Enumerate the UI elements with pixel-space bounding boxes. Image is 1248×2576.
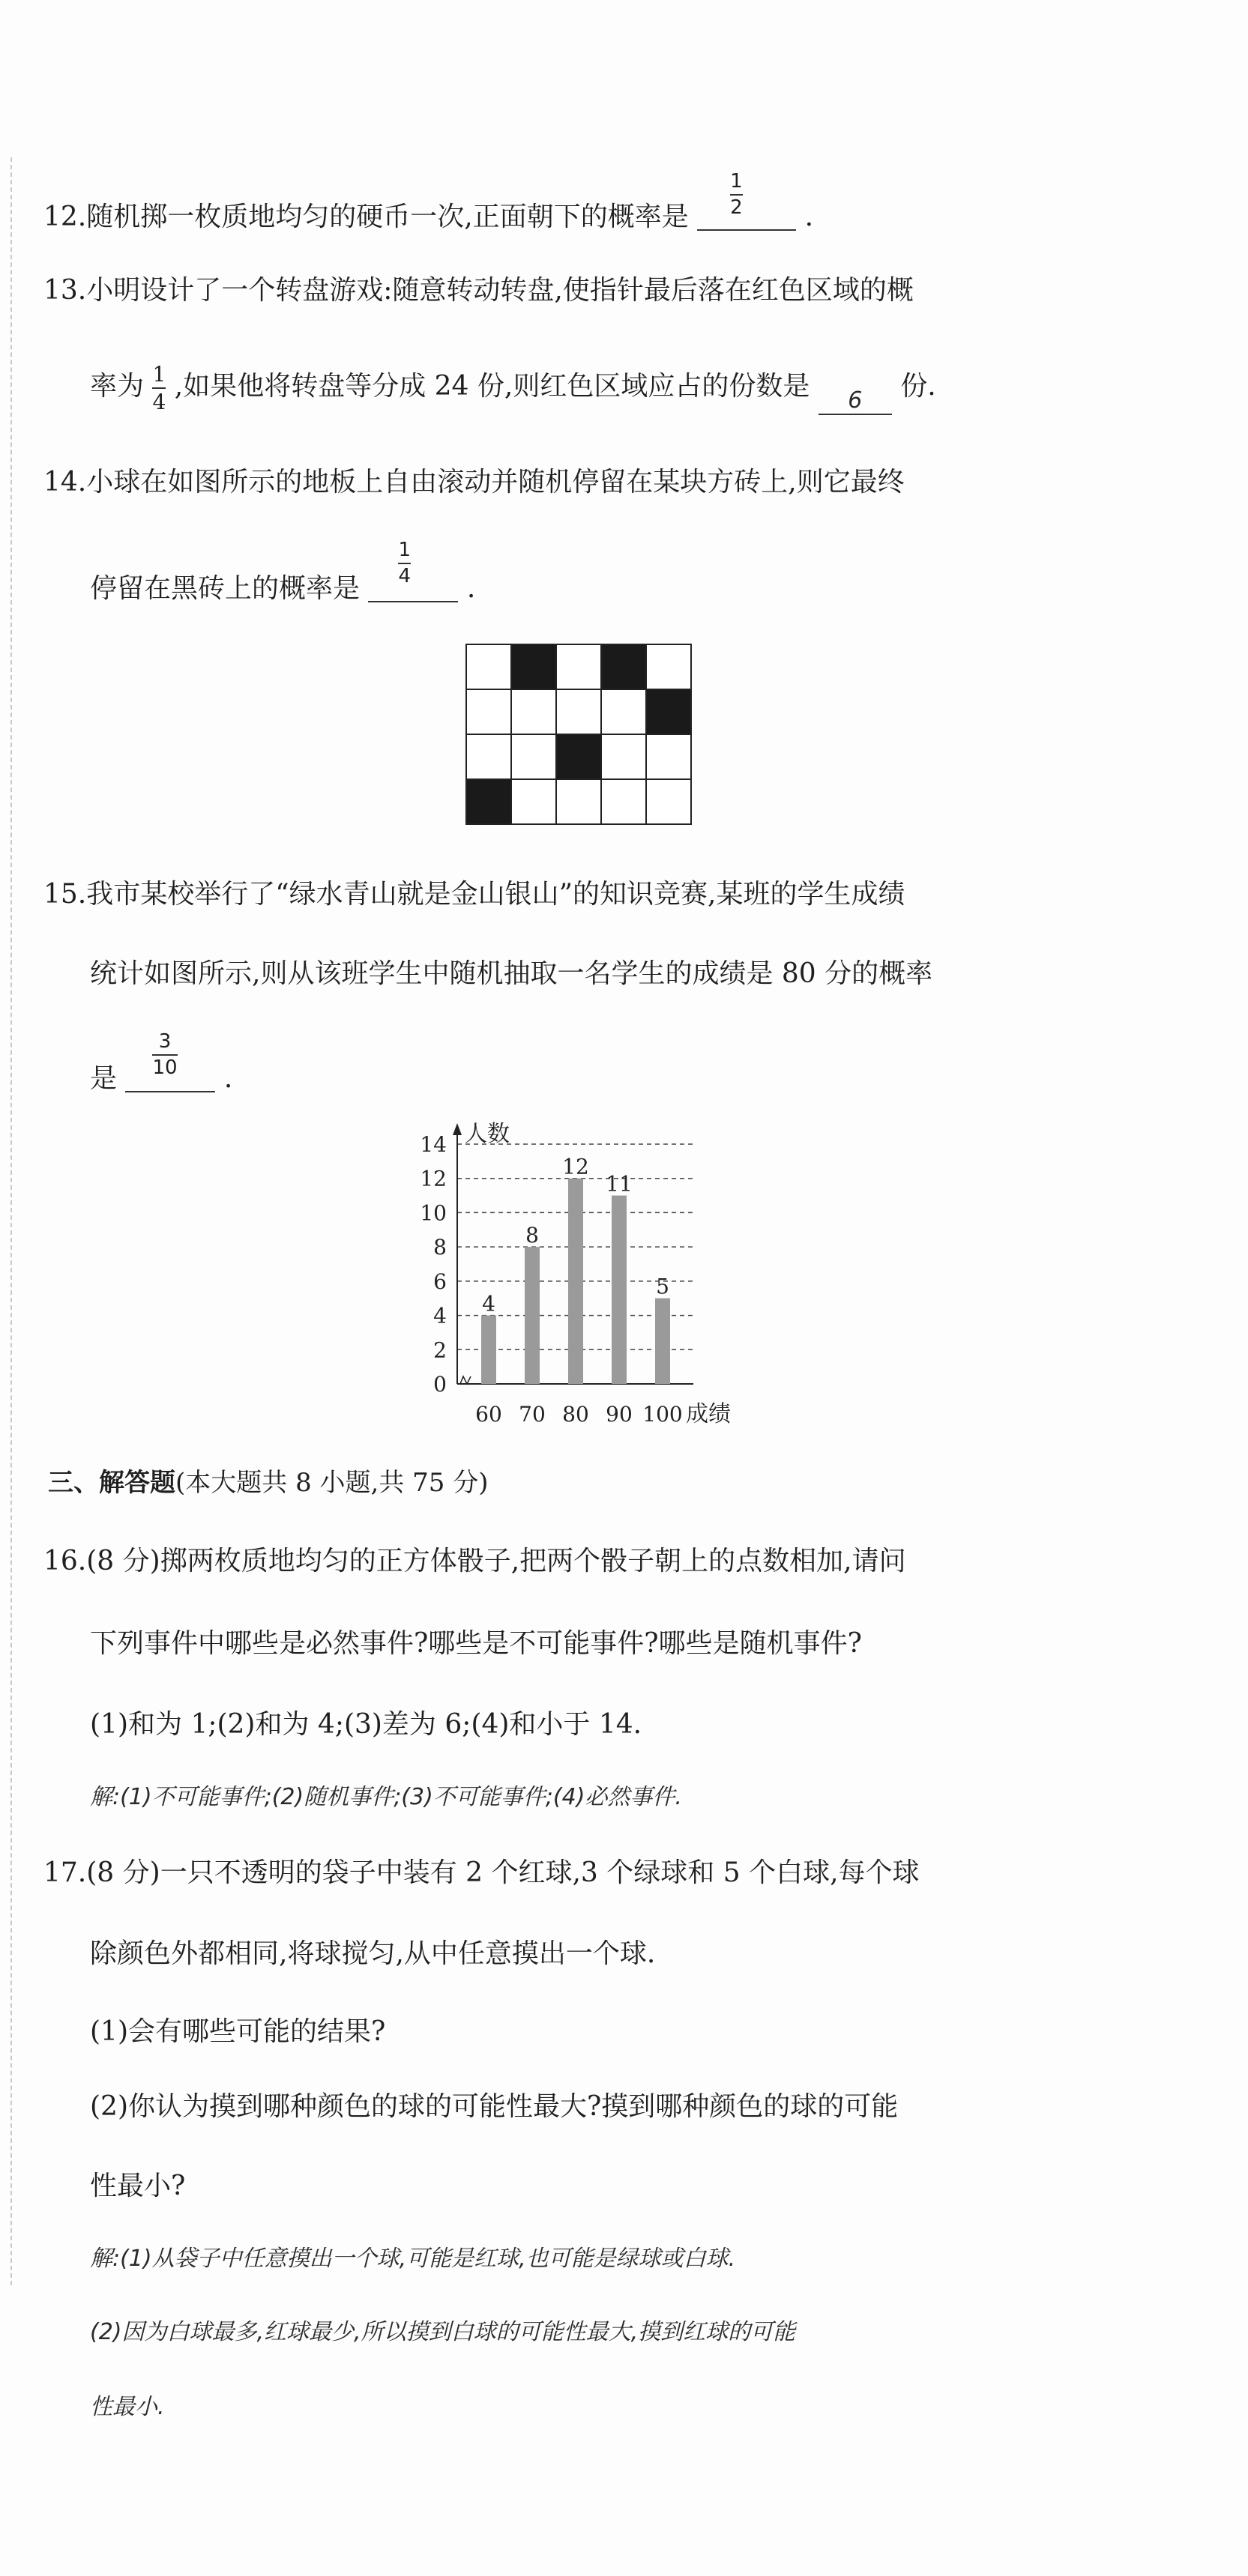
x-tick-label: 100: [642, 1402, 683, 1427]
bar-70: [525, 1247, 540, 1384]
q12-text: 12.随机掷一枚质地均匀的硬币一次,正面朝下的概率是: [43, 202, 689, 232]
bar-value-label: 8: [525, 1223, 539, 1248]
q15-answer-blank: [125, 1030, 215, 1092]
white-tile: [556, 779, 601, 824]
q15-end: .: [223, 1063, 233, 1094]
question-17-line1: 17.(8 分)一只不透明的袋子中装有 2 个红球,3 个绿球和 5 个白球,每个球: [43, 1857, 920, 1888]
q14-answer-numerator: 1: [398, 539, 412, 561]
bar-value-label: 12: [562, 1154, 589, 1179]
section-3-note: (本大题共 8 小题,共 75 分): [175, 1468, 489, 1498]
x-tick-label: 90: [606, 1402, 633, 1427]
bar-90: [612, 1196, 627, 1384]
white-tile: [556, 689, 601, 734]
question-15-line1: 15.我市某校举行了“绿水青山就是金山银山”的知识竞赛,某班的学生成绩: [43, 879, 905, 910]
white-tile: [601, 734, 646, 779]
black-tile: [556, 734, 601, 779]
question-16-line1: 16.(8 分)掷两枚质地均匀的正方体骰子,把两个骰子朝上的点数相加,请问: [43, 1546, 906, 1576]
score-bar-chart: [397, 1120, 757, 1435]
black-tile: [466, 779, 511, 824]
q15-answer-numerator: 3: [158, 1030, 172, 1053]
axis-break-mark: [460, 1376, 471, 1384]
q12-answer-fraction: [730, 169, 743, 220]
q13-fraction-numerator: 1: [152, 362, 166, 387]
bar-100: [655, 1298, 670, 1384]
q15-answer-denominator: 10: [152, 1056, 178, 1079]
question-17-answer-1: 解:(1)从袋子中任意摸出一个球,可能是红球,也可能是绿球或白球.: [90, 2246, 736, 2272]
question-17-line4: (2)你认为摸到哪种颜色的球的可能性最大?摸到哪种颜色的球的可能: [90, 2091, 899, 2122]
bar-60: [481, 1316, 496, 1384]
q14-text: 停留在黑砖上的概率是: [90, 573, 361, 604]
x-tick-label: 70: [519, 1402, 546, 1427]
bar-80: [568, 1179, 583, 1384]
black-tile: [646, 689, 691, 734]
question-17-line2: 除颜色外都相同,将球搅匀,从中任意摸出一个球.: [90, 1938, 656, 1969]
black-tile: [511, 644, 556, 689]
white-tile: [556, 644, 601, 689]
question-17-line5: 性最小?: [90, 2171, 186, 2201]
y-tick-label: 12: [420, 1166, 447, 1191]
q14-answer-denominator: 4: [398, 564, 412, 587]
white-tile: [511, 779, 556, 824]
x-axis-label: 成绩: [686, 1401, 731, 1427]
q12-end: .: [804, 202, 814, 232]
black-tile: [601, 644, 646, 689]
y-tick-label: 4: [433, 1303, 447, 1328]
white-tile: [646, 734, 691, 779]
white-tile: [646, 644, 691, 689]
q13-prefix: 率为: [90, 371, 145, 402]
question-14-line2: [90, 539, 476, 604]
margin-dashed-line: [10, 157, 12, 2285]
q12-answer-blank: [697, 170, 796, 231]
question-15-line3: [90, 1030, 233, 1094]
section-3-title: 三、解答题: [48, 1468, 175, 1498]
x-tick-label: 60: [475, 1402, 502, 1427]
q15-prefix: 是: [90, 1063, 118, 1094]
y-tick-label: 2: [433, 1337, 447, 1363]
floor-tile-grid: [465, 643, 693, 826]
question-16-line2: 下列事件中哪些是必然事件?哪些是不可能事件?哪些是随机事件?: [90, 1628, 862, 1659]
question-14-line1: 14.小球在如图所示的地板上自由滚动并随机停留在某块方砖上,则它最终: [43, 467, 905, 498]
question-16-line3: (1)和为 1;(2)和为 4;(3)差为 6;(4)和小于 14.: [90, 1709, 642, 1740]
section-3-heading: [48, 1470, 488, 1496]
q14-end: .: [466, 573, 476, 604]
y-tick-label: 14: [420, 1132, 447, 1157]
white-tile: [601, 779, 646, 824]
bar-value-label: 5: [656, 1274, 669, 1299]
white-tile: [511, 689, 556, 734]
white-tile: [466, 644, 511, 689]
y-tick-label: 10: [420, 1200, 447, 1226]
white-tile: [601, 689, 646, 734]
y-tick-label: 6: [433, 1269, 447, 1294]
q12-answer-numerator: 1: [730, 170, 743, 193]
q13-end: 份.: [900, 371, 936, 402]
q15-answer-fraction: [152, 1030, 177, 1080]
white-tile: [646, 779, 691, 824]
bar-value-label: 11: [606, 1171, 633, 1197]
q13-answer-blank: 6: [819, 390, 892, 415]
question-17-answer-2a: (2)因为白球最多,红球最少,所以摸到白球的可能性最大,摸到红球的可能: [90, 2319, 796, 2345]
x-tick-label: 80: [562, 1402, 589, 1427]
question-17-line3: (1)会有哪些可能的结果?: [90, 2016, 386, 2047]
y-axis-arrow: [453, 1123, 462, 1135]
q13-fraction: [152, 361, 166, 415]
q12-answer-denominator: 2: [730, 196, 743, 219]
q13-body: ,如果他将转盘等分成 24 份,则红色区域应占的份数是: [174, 371, 810, 402]
question-17-answer-2b: 性最小.: [90, 2394, 165, 2420]
white-tile: [466, 734, 511, 779]
question-16-answer: 解:(1)不可能事件;(2)随机事件;(3)不可能事件;(4)必然事件.: [90, 1784, 682, 1810]
y-tick-label: 8: [433, 1235, 447, 1260]
y-tick-label: 0: [433, 1372, 447, 1397]
q14-answer-blank: [368, 539, 458, 602]
question-13-line1: 13.小明设计了一个转盘游戏:随意转动转盘,使指针最后落在红色区域的概: [43, 275, 914, 306]
q14-answer-fraction: [398, 538, 411, 588]
question-15-line2: 统计如图所示,则从该班学生中随机抽取一名学生的成绩是 80 分的概率: [90, 958, 933, 989]
white-tile: [511, 734, 556, 779]
bar-value-label: 4: [482, 1291, 495, 1316]
question-13-line2: [90, 361, 936, 415]
q13-fraction-denominator: 4: [152, 390, 166, 414]
question-12: [43, 170, 814, 232]
white-tile: [466, 689, 511, 734]
y-axis-label: 人数: [465, 1121, 510, 1147]
